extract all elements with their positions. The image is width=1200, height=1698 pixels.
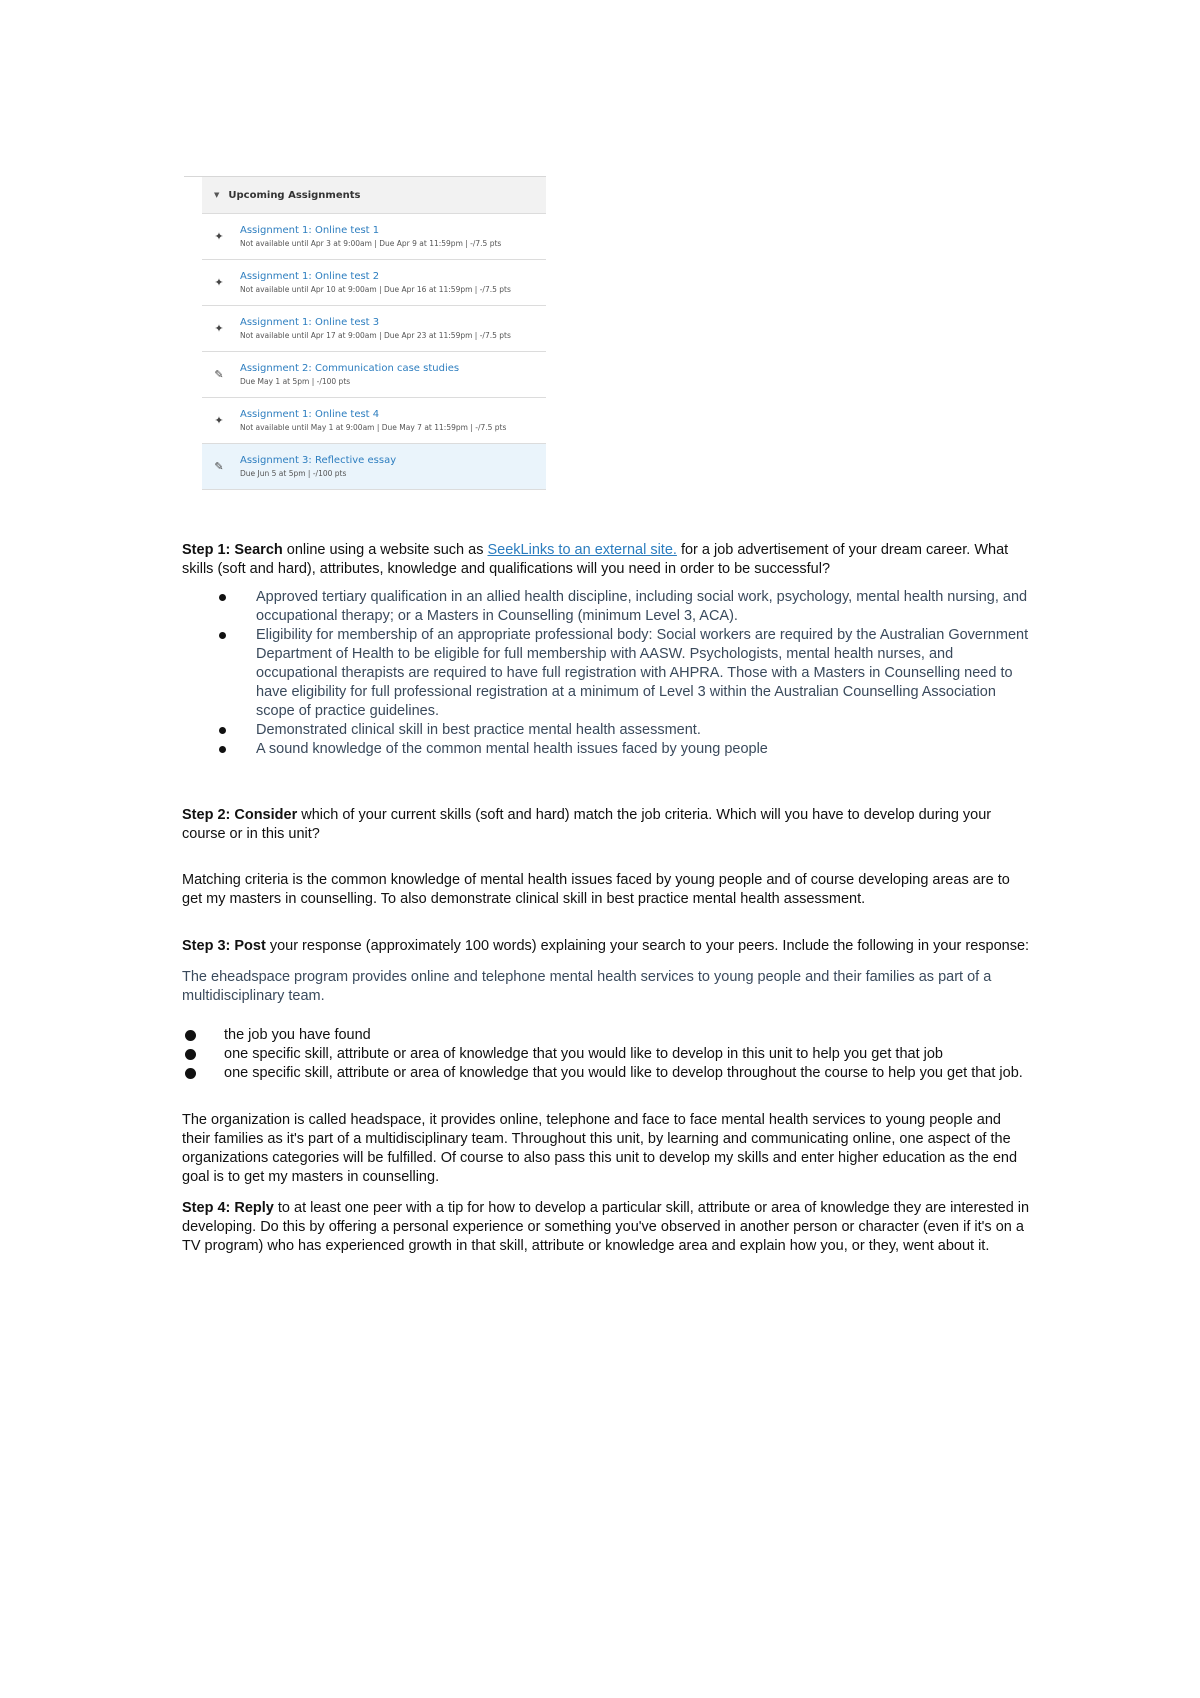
- quiz-icon: ✦: [214, 322, 224, 335]
- step1-text-a: online using a website such as: [282, 542, 488, 558]
- quiz-icon: ✦: [214, 276, 224, 289]
- step3-text: your response (approximately 100 words) explaining your search to your peers. Include the following in your response:: [265, 938, 1030, 954]
- seek-link[interactable]: SeekLinks to an external site.: [487, 542, 677, 558]
- step1-bullet-list: [182, 588, 1032, 759]
- list-item: Demonstrated clinical skill in best practice mental health assessment.: [182, 721, 1032, 740]
- assignment-meta: Not available until Apr 10 at 9:00am | Due Apr 16 at 11:59pm | -/7.5 pts: [240, 285, 511, 294]
- list-item: one specific skill, attribute or area of knowledge that you would like to develop throughout the course to help you get that job.: [182, 1064, 1032, 1083]
- step1-paragraph: [182, 541, 1032, 579]
- assignment-list: [202, 214, 546, 490]
- assignment-link[interactable]: Assignment 1: Online test 3: [240, 317, 380, 328]
- assignment-meta: Not available until May 1 at 9:00am | Due May 7 at 11:59pm | -/7.5 pts: [240, 423, 507, 432]
- step4-label: Step 4: Reply: [182, 1200, 274, 1216]
- assignment-link[interactable]: Assignment 2: Communication case studies: [240, 363, 460, 374]
- step1-text-b: for a job advertisement of your dream career. What skills (soft and hard), attributes, knowledge and qualifications will you need in order to be successful?: [182, 542, 1009, 577]
- upcoming-assignments-panel: [184, 176, 546, 489]
- step2-paragraph: [182, 806, 1032, 844]
- assignment-row[interactable]: [202, 398, 546, 444]
- assignment-row[interactable]: [202, 260, 546, 306]
- assignment-link[interactable]: Assignment 1: Online test 4: [240, 409, 380, 420]
- assignment-meta: Due May 1 at 5pm | -/100 pts: [240, 377, 351, 386]
- list-item: one specific skill, attribute or area of knowledge that you would like to develop in this unit to help you get that job: [182, 1045, 1032, 1064]
- step3-answer: The organization is called headspace, it provides online, telephone and face to face mental health services to young people and their families as it's part of a multidisciplinary team. Throughout this unit, by learning and communicating online, one aspect of the organizations categories will be fulfilled. Of course to also pass this unit to develop my skills and enter higher education as the end goal is to get my masters in counselling.: [182, 1112, 1018, 1185]
- step2-label: Step 2: Consider: [182, 807, 298, 823]
- caret-down-icon: ▼: [214, 191, 220, 199]
- assignment-link[interactable]: Assignment 3: Reflective essay: [240, 455, 397, 466]
- assignment-meta: Not available until Apr 3 at 9:00am | Due Apr 9 at 11:59pm | -/7.5 pts: [240, 239, 502, 248]
- assignment-row[interactable]: [202, 444, 546, 490]
- assignment-meta: Due Jun 5 at 5pm | -/100 pts: [240, 469, 347, 478]
- upcoming-assignments-title: Upcoming Assignments: [228, 189, 361, 201]
- step4-text: to at least one peer with a tip for how to develop a particular skill, attribute or area of knowledge they are interested in developing. Do this by offering a personal experience or something you've observed in another person or character (even if it's on a TV program) who has experienced growth in that skill, attribute or knowledge area and explain how you, or they, went about it.: [182, 1200, 1030, 1254]
- list-item: the job you have found: [182, 1026, 1032, 1045]
- assignment-row[interactable]: [202, 214, 546, 260]
- step2-answer: Matching criteria is the common knowledge of mental health issues faced by young people and of course developing areas are to get my masters in counselling. To also demonstrate clinical skill in best practice mental health assessment.: [182, 872, 1010, 907]
- list-item: A sound knowledge of the common mental health issues faced by young people: [182, 740, 1032, 759]
- assignment-icon: ✎: [214, 368, 224, 381]
- quiz-icon: ✦: [214, 230, 224, 243]
- assignment-row[interactable]: [202, 352, 546, 398]
- quiz-icon: ✦: [214, 414, 224, 427]
- assignment-link[interactable]: Assignment 1: Online test 1: [240, 225, 380, 236]
- assignment-icon: ✎: [214, 460, 224, 473]
- step3-bullet-list: [182, 1026, 1032, 1083]
- step3-label: Step 3: Post: [182, 938, 266, 954]
- upcoming-assignments-header[interactable]: [202, 177, 546, 214]
- assignment-row[interactable]: [202, 306, 546, 352]
- step4-paragraph: [182, 1199, 1032, 1256]
- list-item: Eligibility for membership of an appropriate professional body: Social workers are required by the Australian Government Department of Health to be eligible for full membership with AASW. Psychologists, mental health nurses, and occupational therapists are required to have full registration with AHPRA. Those with a Masters in Counselling need to have eligibility for full professional registration at a minimum of Level 3 within the Australian Counselling Association scope of practice guidelines.: [182, 626, 1032, 721]
- assignment-meta: Not available until Apr 17 at 9:00am | Due Apr 23 at 11:59pm | -/7.5 pts: [240, 331, 511, 340]
- step3-quote: The eheadspace program provides online and telephone mental health services to young people and their families as part of a multidisciplinary team.: [182, 969, 992, 1004]
- step2-text: which of your current skills (soft and hard) match the job criteria. Which will you have to develop during your course or in this unit?: [182, 807, 992, 842]
- step3-paragraph: [182, 937, 1032, 956]
- list-item: Approved tertiary qualification in an allied health discipline, including social work, psychology, mental health nursing, and occupational therapy; or a Masters in Counselling (minimum Level 3, ACA).: [182, 588, 1032, 626]
- document-body: [182, 541, 1032, 1256]
- step1-label: Step 1: Search: [182, 542, 283, 558]
- assignment-link[interactable]: Assignment 1: Online test 2: [240, 271, 380, 282]
